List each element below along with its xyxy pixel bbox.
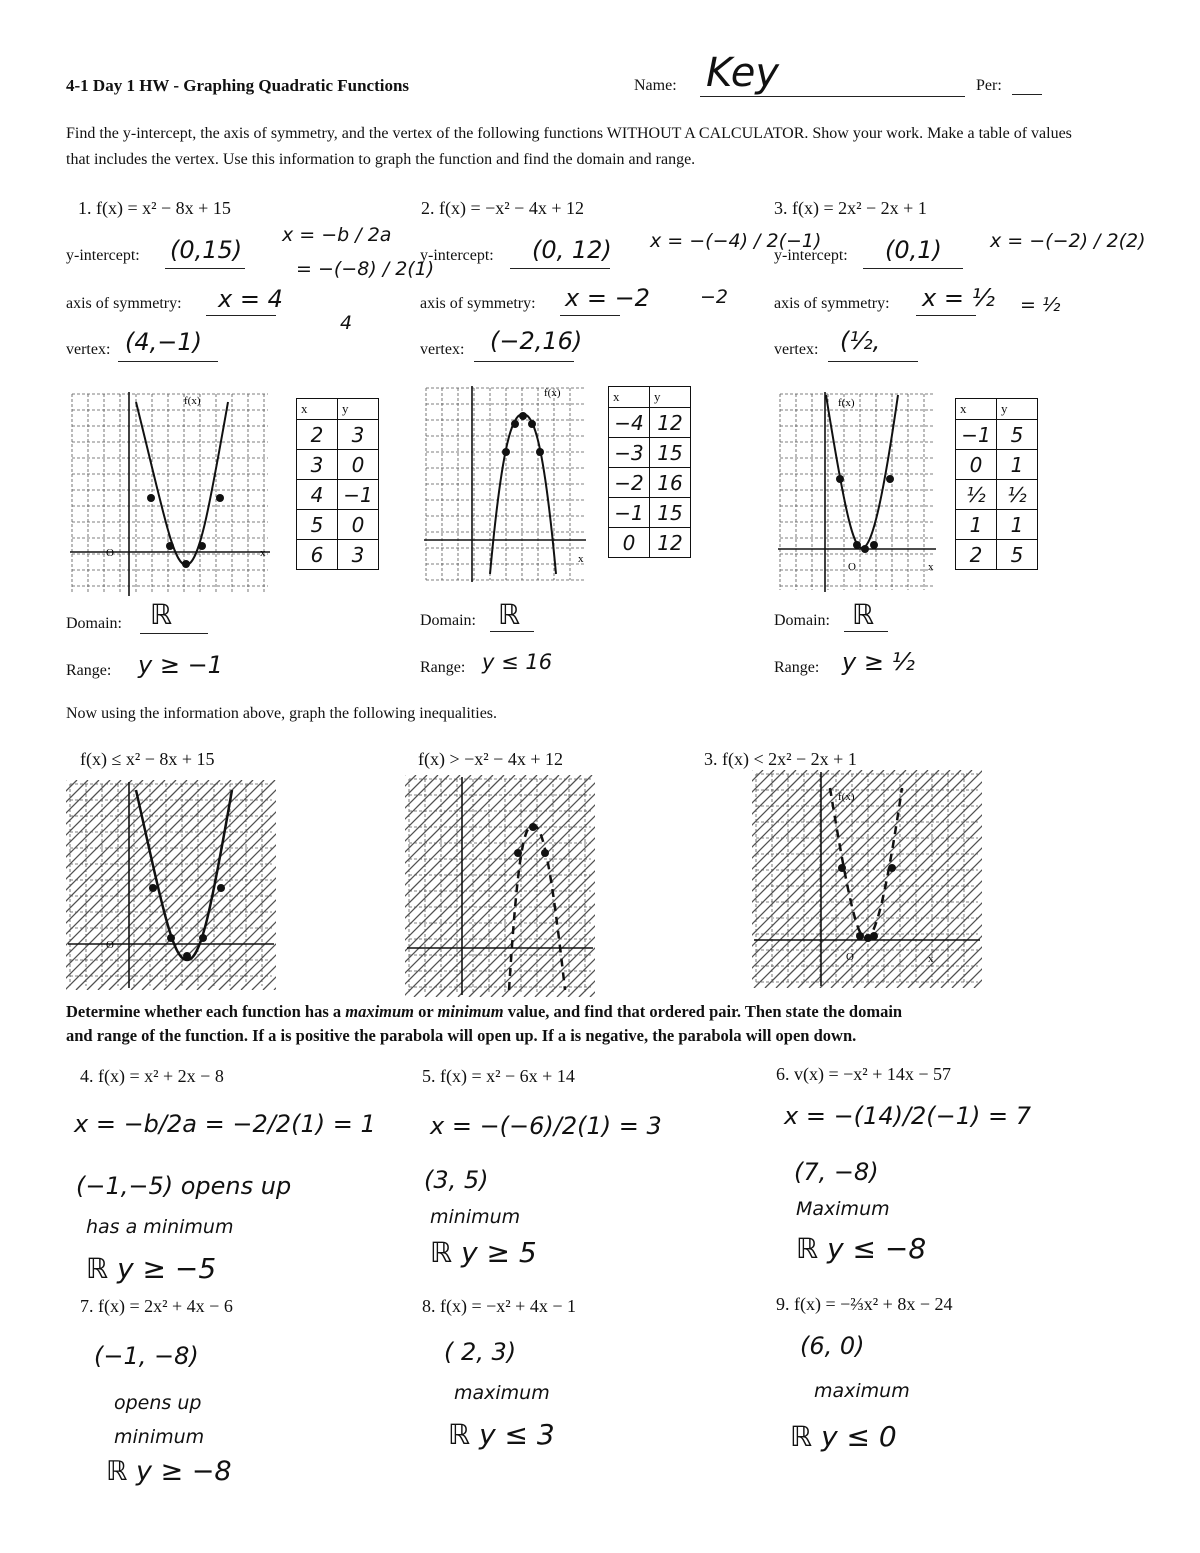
problem-2-graph xyxy=(422,384,588,584)
problem-3-work-2: = ½ xyxy=(1020,294,1061,316)
table-cell: 4 xyxy=(297,480,338,510)
table-cell: 1 xyxy=(997,450,1038,480)
table-cell: ½ xyxy=(956,480,997,510)
hatch-line xyxy=(752,770,873,988)
problem-1-origin: O xyxy=(106,547,114,559)
inequality-3-point xyxy=(838,864,846,872)
problem-3-yint-value: (0,1) xyxy=(885,236,942,264)
problem-7-work-4: ℝ y ≥ −8 xyxy=(106,1456,232,1487)
problem-3-range-label: Range: xyxy=(774,659,820,676)
problem-3-range-value: y ≥ ½ xyxy=(842,648,915,676)
inequality-2-point xyxy=(541,849,549,857)
problem-9-work-2: maximum xyxy=(814,1380,910,1402)
problem-2-domain-line xyxy=(490,631,534,632)
problem-2-work-2: −2 xyxy=(700,286,729,308)
table-cell: 3 xyxy=(338,420,379,450)
problem-1-domain-line xyxy=(140,633,208,634)
hatch-line xyxy=(469,775,595,997)
table-cell: 0 xyxy=(338,510,379,540)
table-cell: 3 xyxy=(338,540,379,570)
problem-2-yint-line xyxy=(510,268,610,269)
problem-1-point xyxy=(216,494,224,502)
problem-2-work-1: x = −(−4) / 2(−1) xyxy=(650,230,822,252)
problem-8-work-2: maximum xyxy=(454,1382,550,1404)
problem-2-point xyxy=(519,412,527,420)
hatch-line xyxy=(405,775,592,997)
inequality-1-origin: O xyxy=(106,939,114,951)
problem-5-number: 5. xyxy=(422,1066,436,1086)
hatch-line xyxy=(405,775,460,997)
problem-1-domain-label: Domain: xyxy=(66,615,122,632)
table-cell: 0 xyxy=(338,450,379,480)
table-cell: 16 xyxy=(650,468,691,498)
problem-2-range-label: Range: xyxy=(420,659,466,676)
problem-9-number: 9. xyxy=(776,1294,790,1314)
problem-2-x-label: x xyxy=(578,553,584,565)
problem-6-work-4: ℝ y ≤ −8 xyxy=(796,1232,927,1265)
problem-6-equation xyxy=(776,1064,951,1085)
problem-4-work-3: has a minimum xyxy=(86,1216,234,1238)
problem-1-vertex-value: (4,−1) xyxy=(125,328,203,356)
inequality-3-number: 3. xyxy=(704,749,718,769)
problem-8-number: 8. xyxy=(422,1296,436,1316)
problem-1-work-2: = −(−8) / 2(1) xyxy=(296,258,435,280)
problem-7-equation xyxy=(80,1296,233,1317)
inequality-3-point xyxy=(870,932,878,940)
table-cell: 0 xyxy=(956,450,997,480)
problem-3-domain-line xyxy=(844,631,888,632)
problem-4-equation xyxy=(80,1066,224,1087)
problem-1-point xyxy=(182,560,190,568)
problem-2-vertex-label: vertex: xyxy=(420,341,465,358)
problem-3-yint-line xyxy=(863,268,963,269)
problem-1-range-value: y ≥ −1 xyxy=(138,651,223,679)
hatch-line xyxy=(974,770,982,988)
problem-5-work-2: (3, 5) xyxy=(424,1166,489,1194)
problem-3-point xyxy=(886,475,894,483)
problem-3-point xyxy=(861,545,869,553)
problem-6-eq-text: v(x) = −x² + 14x − 57 xyxy=(794,1064,951,1084)
problem-1-point xyxy=(198,542,206,550)
problem-3-fx-label: f(x) xyxy=(838,397,855,409)
problem-2-point xyxy=(511,420,519,428)
problem-3-point xyxy=(853,541,861,549)
problem-4-number: 4. xyxy=(80,1066,94,1086)
problem-1-axis-label: axis of symmetry: xyxy=(66,295,182,312)
problem-4-work-1: x = −b/2a = −2/2(1) = 1 xyxy=(74,1110,376,1138)
problem-1-work-1: x = −b / 2a xyxy=(282,224,392,246)
problem-6-work-2: (7, −8) xyxy=(794,1158,879,1186)
inequality-2-shading xyxy=(405,775,595,997)
table-cell: 12 xyxy=(650,528,691,558)
problem-3-grid xyxy=(778,392,936,592)
problem-3-axis-line xyxy=(916,315,976,316)
problem-2-fx-label: f(x) xyxy=(544,387,561,399)
problem-3-domain-value: ℝ xyxy=(852,598,875,631)
name-label: Name: xyxy=(634,77,677,94)
table-cell: 2 xyxy=(297,420,338,450)
problem-1-table xyxy=(296,398,379,570)
problem-2-parabola xyxy=(490,414,556,574)
problem-8-work-1: ( 2, 3) xyxy=(444,1338,517,1366)
table-cell: −2 xyxy=(609,468,650,498)
problem-1-graph xyxy=(68,390,272,598)
problem-3-origin: O xyxy=(848,561,856,573)
problem-7-work-2: opens up xyxy=(114,1392,202,1414)
problem-1-grid xyxy=(70,392,270,596)
problem-3-domain-label: Domain: xyxy=(774,612,830,629)
hatch-line xyxy=(405,775,595,997)
problem-9-equation xyxy=(776,1294,952,1315)
table-cell: −1 xyxy=(338,480,379,510)
problem-4-work-4: ℝ y ≥ −5 xyxy=(86,1252,217,1285)
problem-4-work-2: (−1,−5) opens up xyxy=(76,1172,292,1200)
problem-3-equation xyxy=(774,198,927,219)
inequality-3-shading xyxy=(752,770,982,988)
determine-line-1 xyxy=(66,1002,902,1022)
title-main: 4-1 Day 1 HW xyxy=(66,76,170,95)
determine-or: or xyxy=(414,1002,438,1021)
problem-7-eq-text: f(x) = 2x² + 4x − 6 xyxy=(98,1296,233,1316)
problem-2-vertex-line xyxy=(474,361,574,362)
problem-1-parabola xyxy=(136,402,228,565)
problem-6-number: 6. xyxy=(776,1064,790,1084)
problem-3-table-y-header: y xyxy=(997,399,1038,420)
problem-1-fx-label: f(x) xyxy=(184,395,201,407)
inequality-3-x-label: x xyxy=(928,953,934,965)
problem-3-eq-text: f(x) = 2x² − 2x + 1 xyxy=(792,198,927,218)
inequality-2-point xyxy=(529,823,537,831)
problem-7-work-3: minimum xyxy=(114,1426,205,1448)
problem-8-equation xyxy=(422,1296,576,1317)
problem-1-yint-value: (0,15) xyxy=(170,236,243,264)
inequality-3-fx-label: f(x) xyxy=(838,791,855,803)
problem-2-point xyxy=(536,448,544,456)
problem-9-eq-text: f(x) = −⅔x² + 8x − 24 xyxy=(794,1294,953,1314)
problem-2-eq-text: f(x) = −x² − 4x + 12 xyxy=(439,198,584,218)
determine-line-2: and range of the function. If a is positive the parabola will open up. If a is negative, the parabola will open down. xyxy=(66,1026,857,1045)
inequality-2-point xyxy=(514,849,522,857)
inequality-1-point xyxy=(149,884,157,892)
problem-2-axis-label: axis of symmetry: xyxy=(420,295,536,312)
table-cell: −3 xyxy=(609,438,650,468)
per-field xyxy=(1012,94,1042,95)
problem-2-range-value: y ≤ 16 xyxy=(482,650,553,674)
problem-3-vertex-label: vertex: xyxy=(774,341,819,358)
table-cell: 0 xyxy=(609,528,650,558)
problem-1-vertex-line xyxy=(118,361,218,362)
problem-3-axis-value: x = ½ xyxy=(922,284,995,312)
inequality-1-point xyxy=(183,952,191,960)
table-cell: 5 xyxy=(997,420,1038,450)
hatch-line xyxy=(952,770,982,988)
problem-3-table-x-header: x xyxy=(956,399,997,420)
inequality-2-graph xyxy=(405,775,595,997)
problem-2-table-y-header: y xyxy=(650,387,691,408)
problem-3-vertex-value: (½, xyxy=(840,327,881,355)
problem-1-yint-label: y-intercept: xyxy=(66,247,140,264)
problem-3-x-label: x xyxy=(928,561,934,573)
determine-minimum: minimum xyxy=(437,1002,504,1021)
inequality-3-point xyxy=(888,864,896,872)
table-cell: 15 xyxy=(650,498,691,528)
determine-maximum: maximum xyxy=(345,1002,415,1021)
problem-3-point xyxy=(870,541,878,549)
problem-6-work-1: x = −(14)/2(−1) = 7 xyxy=(784,1102,1032,1130)
per-label: Per: xyxy=(976,77,1002,94)
problem-1-vertex-label: vertex: xyxy=(66,341,111,358)
problem-2-vertex-value: (−2,16) xyxy=(490,327,583,355)
problem-1-eq-text: f(x) = x² − 8x + 15 xyxy=(96,198,231,218)
problem-4-eq-text: f(x) = x² + 2x − 8 xyxy=(98,1066,224,1086)
inequality-1-shading xyxy=(66,780,276,990)
hatch-line xyxy=(405,775,595,997)
problem-2-point xyxy=(502,448,510,456)
hatch-line xyxy=(405,775,595,997)
table-cell: 1 xyxy=(956,510,997,540)
problem-1-work-3: 4 xyxy=(340,312,353,334)
inequality-2-text: f(x) > −x² − 4x + 12 xyxy=(418,749,563,769)
determine-text-b: value, and find that ordered pair. Then state the domain xyxy=(503,1002,903,1021)
problem-3-vertex-line xyxy=(828,361,918,362)
inequality-1-graph xyxy=(66,780,276,990)
problem-2-domain-value: ℝ xyxy=(498,598,521,631)
hatch-line xyxy=(752,770,785,988)
problem-3-point xyxy=(836,475,844,483)
problem-9-work-3: ℝ y ≤ 0 xyxy=(790,1420,897,1453)
table-cell: 6 xyxy=(297,540,338,570)
problem-3-axis-label: axis of symmetry: xyxy=(774,295,890,312)
problem-9-work-1: (6, 0) xyxy=(800,1332,865,1360)
problem-2-domain-label: Domain: xyxy=(420,612,476,629)
inequality-1-text: f(x) ≤ x² − 8x + 15 xyxy=(80,749,215,769)
problem-1-domain-value: ℝ xyxy=(150,598,173,631)
inequality-1-point xyxy=(167,934,175,942)
hatch-line xyxy=(405,775,570,997)
table-cell: 1 xyxy=(997,510,1038,540)
problem-3-work-1: x = −(−2) / 2(2) xyxy=(990,230,1146,252)
problem-1-number: 1. xyxy=(78,198,92,218)
problem-2-table xyxy=(608,386,691,558)
table-cell: 12 xyxy=(650,408,691,438)
problem-1-equation xyxy=(78,198,231,219)
problem-1-table-x-header: x xyxy=(297,399,338,420)
inequalities-intro: Now using the information above, graph the following inequalities. xyxy=(66,705,498,722)
problem-5-work-3: minimum xyxy=(430,1206,521,1228)
problem-1-range-label: Range: xyxy=(66,662,112,679)
problem-2-axis-value: x = −2 xyxy=(565,284,650,312)
inequality-3-graph xyxy=(752,770,982,988)
worksheet-title xyxy=(66,76,409,96)
problem-2-number: 2. xyxy=(421,198,435,218)
problem-2-yint-label: y-intercept: xyxy=(420,247,494,264)
inequality-1-point xyxy=(199,934,207,942)
inequality-3-point xyxy=(856,932,864,940)
hatch-line xyxy=(405,775,438,997)
problem-2-grid xyxy=(424,386,586,582)
hatch-line xyxy=(535,775,595,997)
problem-1-table-y-header: y xyxy=(338,399,379,420)
hatch-line xyxy=(405,775,526,997)
problem-1-point xyxy=(166,542,174,550)
problem-2-yint-value: (0, 12) xyxy=(532,236,612,264)
inequality-3-equation xyxy=(704,749,857,770)
problem-5-equation xyxy=(422,1066,575,1087)
problem-1-axis-value: x = 4 xyxy=(218,285,283,313)
problem-1-point xyxy=(147,494,155,502)
instructions: Find the y-intercept, the axis of symmetry, and the vertex of the following functions WITHOUT A CALCULATOR. Show your work. Make a table of values that includes the vertex. Use this information to graph the function and find the domain and range. xyxy=(66,125,1072,168)
table-cell: −1 xyxy=(956,420,997,450)
table-cell: 3 xyxy=(297,450,338,480)
problem-3-graph xyxy=(776,390,938,594)
problem-7-work-1: (−1, −8) xyxy=(94,1342,199,1370)
inequality-3-text: f(x) < 2x² − 2x + 1 xyxy=(722,749,857,769)
problem-8-work-3: ℝ y ≤ 3 xyxy=(448,1418,555,1451)
table-cell: 5 xyxy=(997,540,1038,570)
name-value: Key xyxy=(706,50,780,96)
problem-2-table-x-header: x xyxy=(609,387,650,408)
inequality-3-origin: O xyxy=(846,951,854,963)
table-cell: 15 xyxy=(650,438,691,468)
hatch-line xyxy=(752,770,917,988)
problem-5-work-1: x = −(−6)/2(1) = 3 xyxy=(430,1112,662,1140)
problem-7-number: 7. xyxy=(80,1296,94,1316)
table-cell: −1 xyxy=(609,498,650,528)
determine-text-a: Determine whether each function has a xyxy=(66,1002,346,1021)
hatch-line xyxy=(752,770,807,988)
table-cell: −4 xyxy=(609,408,650,438)
name-field xyxy=(700,50,965,97)
inequality-1-point xyxy=(217,884,225,892)
problem-3-table xyxy=(955,398,1038,570)
problem-6-work-3: Maximum xyxy=(796,1198,890,1220)
problem-5-eq-text: f(x) = x² − 6x + 14 xyxy=(440,1066,575,1086)
problem-2-axis-line xyxy=(560,315,620,316)
hatch-line xyxy=(798,770,982,988)
problem-1-yint-line xyxy=(165,268,245,269)
problem-8-eq-text: f(x) = −x² + 4x − 1 xyxy=(440,1296,576,1316)
problem-2-point xyxy=(528,420,536,428)
problem-1-x-label: x xyxy=(260,547,266,559)
problem-3-parabola xyxy=(826,395,898,548)
table-cell: 2 xyxy=(956,540,997,570)
hatch-line xyxy=(66,780,275,990)
inequality-2-grid xyxy=(407,777,593,995)
problem-5-work-4: ℝ y ≥ 5 xyxy=(430,1236,537,1269)
title-sub: - Graphing Quadratic Functions xyxy=(169,76,410,95)
problem-1-axis-line xyxy=(206,315,276,316)
problem-3-yint-label: y-intercept: xyxy=(774,247,848,264)
problem-3-number: 3. xyxy=(774,198,788,218)
table-cell: 5 xyxy=(297,510,338,540)
problem-2-equation xyxy=(421,198,584,219)
table-cell: ½ xyxy=(997,480,1038,510)
